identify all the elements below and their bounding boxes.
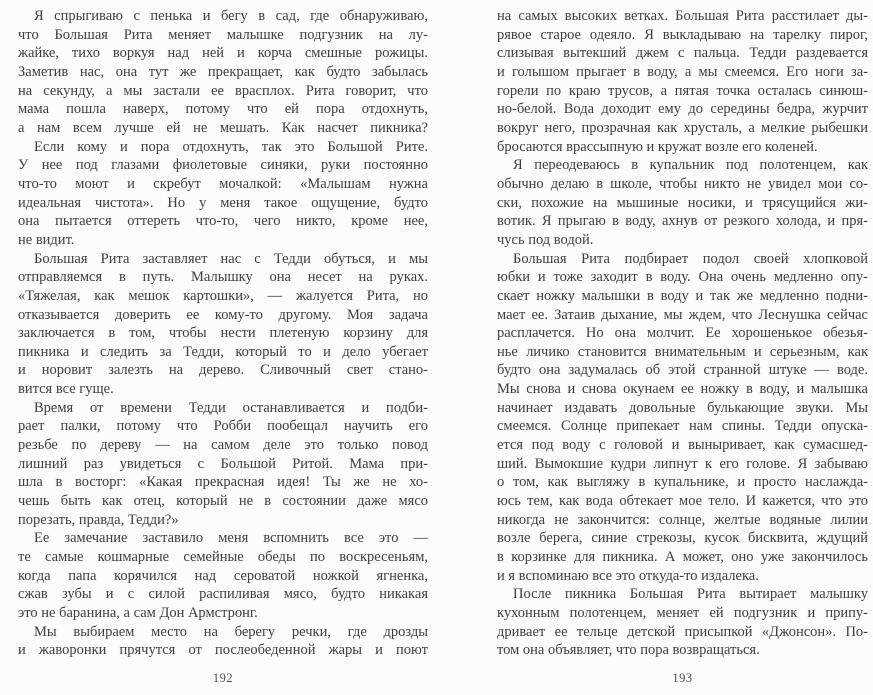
text-line: «Тяжелая, как мешок картошки», — жалуется Рита, но bbox=[18, 287, 428, 304]
text-line: идеальная чистота». Но у меня такое ощущение, будто bbox=[18, 194, 428, 211]
text-line: юбки и тоже заходит в воду. Она очень медленно опу- bbox=[497, 269, 868, 286]
text-line: заключается в том, чтобы нести плетеную корзину для bbox=[18, 325, 428, 342]
text-line: что Большая Рита меняет малышке подгузник на лу- bbox=[18, 26, 428, 43]
paragraph bbox=[18, 623, 428, 660]
text-line: на секунду, а мы застали ее врасплох. Рита говорит, что bbox=[18, 82, 428, 99]
text-line: возле берега, синие стрекозы, кусок бисквита, ждущий bbox=[497, 530, 868, 547]
text-line: горели по краю трусов, а пятая точка осталась синюш- bbox=[497, 82, 868, 99]
text-line: Время от времени Тедди останавливается и подби- bbox=[34, 399, 428, 416]
text-line: на самых высоких ветках. Большая Рита расстилает ды- bbox=[497, 8, 868, 24]
text-line: кухонным полотенцем, меняет ей подгузник и припу- bbox=[497, 605, 868, 621]
paragraph bbox=[497, 250, 868, 586]
text-line: отправляемся в путь. Малышку она несет на руках. bbox=[18, 269, 428, 286]
text-line: вокруг него, прозрачная как хрусталь, а мелкие рыбешки bbox=[497, 119, 868, 136]
page-text bbox=[18, 7, 428, 660]
text-line: Я переодеваюсь в купальник под полотенцем, как bbox=[513, 157, 868, 174]
paragraph bbox=[18, 250, 428, 399]
text-line: резьбе по дереву — на самом деле это только повод bbox=[18, 437, 428, 454]
text-line: чусь под водой. bbox=[497, 231, 594, 248]
text-line: Ее замечание заставило меня вспомнить все это — bbox=[34, 530, 428, 547]
paragraph bbox=[497, 7, 868, 156]
text-line: Большая Рита заставляет нас с Тедди обуться, и мы bbox=[34, 250, 428, 267]
text-line: ски, похожие на мышиные носики, и трясущийся жи- bbox=[497, 194, 868, 211]
text-line: После пикника Большая Рита вытирает малышку bbox=[513, 586, 868, 603]
text-line: никогда не закончится: солнце, желтые водяные лилии bbox=[497, 511, 868, 528]
text-line: ется под воду с головой и выныривает, как сумасшед- bbox=[497, 437, 868, 454]
text-line: смеемся. Солнце припекает нам спины. Тедди опуска- bbox=[497, 418, 868, 435]
text-line: вится все гуще. bbox=[18, 381, 114, 398]
text-line: чешь быть как отец, который не в состоянии даже мясо bbox=[18, 493, 428, 510]
text-line: жайке, тихо воркуя над ней и корча смешные рожицы. bbox=[18, 45, 428, 62]
text-line: Я спрыгиваю с пенька и бегу в сад, где обнаруживаю, bbox=[34, 8, 428, 24]
text-line: ший. Вымокшие кудри липнут к его голове. Я забываю bbox=[497, 455, 868, 472]
text-line: и голышом прыгает в воду, а мы смеемся. Его ноги за- bbox=[497, 63, 868, 80]
text-line: порезать, правда, Тедди?» bbox=[18, 511, 179, 528]
text-line: Большая Рита подбирает подол своей хлопковой bbox=[513, 250, 868, 267]
text-line: Мы выбираем место на берегу речки, где дрозды bbox=[34, 623, 428, 640]
page-number: 192 bbox=[212, 671, 234, 685]
text-line: мает ее. Затаив дыхание, мы ждем, что Леснушка сейчас bbox=[497, 306, 868, 323]
page-left bbox=[18, 0, 428, 695]
text-line: но-белой. Вода доходит ему до середины бедра, журчит bbox=[497, 101, 868, 118]
text-line: слизывая вытекший джем с пальца. Тедди раздевается bbox=[497, 45, 868, 62]
text-line: Если кому и пора отдохнуть, так это Большой Рите. bbox=[34, 138, 428, 155]
paragraph bbox=[18, 138, 428, 250]
text-line: Заметив нас, она тут же прекращает, как будто забылась bbox=[18, 63, 428, 80]
text-line: нье личико становится внимательным и серьезным, как bbox=[497, 343, 868, 360]
text-line: бросаются врассыпную и кружат возле его коленей. bbox=[497, 138, 818, 155]
text-line: обычно делаю в школе, чтобы никто не увидел мои со- bbox=[497, 175, 868, 192]
text-line: У нее под глазами фиолетовые синяки, руки постоянно bbox=[18, 157, 428, 174]
text-line: отказывается доверить ее кому-то другому. Моя задача bbox=[18, 306, 428, 323]
text-line: и я вспоминаю все это откуда-то издалека. bbox=[497, 567, 759, 584]
text-line: а нам всем лучше ей не мешать. Как насчет пикника? bbox=[18, 119, 428, 136]
paragraph bbox=[18, 529, 428, 622]
text-line: она пытается оттереть что-то, чего никто, кроме нее, bbox=[18, 213, 428, 230]
page-text bbox=[497, 7, 868, 660]
paragraph bbox=[497, 156, 868, 249]
text-line: это не баранина, а сам Дон Армстронг. bbox=[18, 605, 258, 621]
text-line: что-то моют и скребут мочалкой: «Малышам нужна bbox=[18, 175, 428, 192]
text-line: дривает ее тельце детской присыпкой «Джонсон». По- bbox=[497, 623, 868, 640]
text-line: рает палки, потому что Робби пообещал научить его bbox=[18, 418, 428, 435]
paragraph bbox=[18, 399, 428, 530]
text-line: и норовит залезть на дерево. Сливочный свет стано- bbox=[18, 362, 428, 379]
text-line: юсь тем, как вода обтекает мое тело. И кажется, что это bbox=[497, 493, 868, 510]
text-line: том она объявляет, что пора возвращаться. bbox=[497, 642, 760, 659]
page-number: 193 bbox=[672, 671, 693, 685]
text-line: сжав зубы и с силой распиливая мясо, будто никакая bbox=[18, 586, 428, 603]
text-line: будто она задумалась об этой странной штуке — воде. bbox=[497, 362, 868, 379]
text-line: мама пошла наверх, потому что ей пора отдохнуть, bbox=[18, 101, 428, 118]
text-line: не видит. bbox=[18, 231, 75, 248]
text-line: лишний раз увидеться с Большой Ритой. Мама при- bbox=[18, 455, 428, 472]
text-line: когда папа корячился над сероватой ножкой ягненка, bbox=[18, 567, 428, 584]
text-line: пикника и следить за Тедди, который то и дело убегает bbox=[18, 343, 428, 360]
text-line: расплачется. Но она молчит. Ее хорошенькое обезья- bbox=[497, 325, 868, 342]
text-line: те самые кошмарные семейные обеды по воскресеньям, bbox=[18, 549, 428, 566]
text-line: в корзинке для пикника. А может, оно уже закончилось bbox=[497, 549, 868, 566]
text-line: рявое старое одеяло. Я выкладываю на тарелку пирог, bbox=[497, 26, 868, 43]
text-line: шла в восторг: «Какая прекрасная идея! Ты же не хо- bbox=[18, 474, 428, 491]
text-line: о том, как выгляжу в купальнике, и просто наслажда- bbox=[497, 474, 868, 491]
text-line: и жаворонки прячутся от послеобеденной жары и поют bbox=[18, 642, 428, 659]
text-line: скает ножку малышки в воду и так же медленно подни- bbox=[497, 287, 868, 304]
text-line: Мы снова и снова окунаем ее ножку в воду, и малышка bbox=[497, 381, 868, 398]
paragraph bbox=[18, 7, 428, 138]
text-line: вотик. Я прыгаю в воду, ахнув от резкого холода, и пря- bbox=[497, 213, 868, 230]
paragraph bbox=[497, 585, 868, 660]
text-line: начинает издавать довольные булькающие звуки. Мы bbox=[497, 399, 868, 416]
page-right bbox=[497, 0, 868, 695]
